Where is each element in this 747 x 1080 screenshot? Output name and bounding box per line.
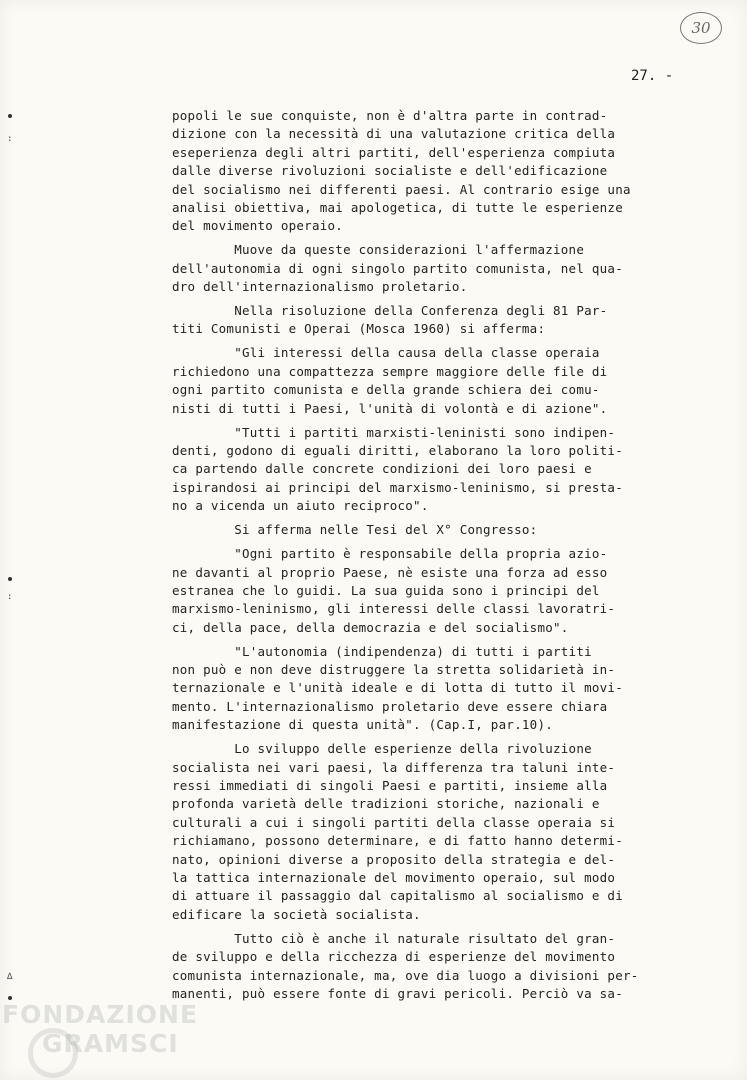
text-line: de sviluppo e della ricchezza di esperienze del movimento	[172, 949, 616, 965]
text-line: ispirandosi ai principi del marxismo-leninismo, si presta-	[172, 479, 623, 495]
text-line: eseperienza degli altri partiti, dell'esperienza compiuta	[172, 144, 616, 160]
paragraph	[172, 643, 700, 735]
text-line: di attuare il passaggio dal capitalismo al socialismo e di	[172, 888, 623, 904]
text-line: "Tutti i partiti marxisti-leninisti sono indipen-	[172, 424, 616, 440]
text-line: marxismo-leninismo, gli interessi delle classi lavoratri-	[172, 601, 616, 617]
paragraph	[172, 740, 700, 924]
text-line: titi Comunisti e Operai (Mosca 1960) si afferma:	[172, 321, 546, 337]
text-line: culturali a cui i singoli partiti della classe operaia si	[172, 814, 616, 830]
text-line: dell'autonomia di ogni singolo partito comunista, nel qua-	[172, 260, 623, 276]
text-line: "Ogni partito è responsabile della propria azio-	[172, 546, 608, 562]
text-line: del socialismo nei differenti paesi. Al contrario esige una	[172, 181, 631, 197]
punch-hole-mark	[8, 577, 12, 581]
text-line: dalle diverse rivoluzioni socialiste e dell'edificazione	[172, 163, 608, 179]
text-line: manifestazione di questa unità". (Cap.I, par.10).	[172, 717, 554, 733]
text-line: analisi obiettiva, mai apologetica, di tutte le esperienze	[172, 199, 623, 215]
text-line: Nella risoluzione della Conferenza degli 81 Par-	[172, 303, 608, 319]
text-line: richiamano, possono determinare, e di fatto hanno determi-	[172, 833, 623, 849]
text-line: ca partendo dalle concrete condizioni dei loro paesi e	[172, 461, 592, 477]
text-line: ne davanti al proprio Paese, nè esiste una forza ad esso	[172, 564, 608, 580]
text-line: la tattica internazionale del movimento operaio, sul modo	[172, 869, 616, 885]
paragraph	[172, 344, 700, 418]
document-body	[172, 107, 700, 1003]
text-line: socialista nei vari paesi, la differenza tra taluni inte-	[172, 759, 616, 775]
text-line: nato, opinioni diverse a proposito della strategia e del-	[172, 851, 616, 867]
text-line: Tutto ciò è anche il naturale risultato del gran-	[172, 930, 616, 946]
text-line: "Gli interessi della causa della classe operaia	[172, 345, 600, 361]
text-line: manenti, può essere fonte di gravi pericoli. Perciò va sa-	[172, 985, 623, 1001]
text-line: dro dell'internazionalismo proletario.	[172, 279, 468, 295]
archive-stamp: 30	[680, 12, 722, 44]
page-number: 27. -	[631, 68, 674, 84]
text-line: ci, della pace, della democrazia e del socialismo".	[172, 619, 569, 635]
paragraph	[172, 545, 700, 637]
margin-mark: :	[7, 592, 13, 602]
text-line: mento. L'internazionalismo proletario deve essere chiara	[172, 698, 608, 714]
punch-hole-mark	[8, 114, 12, 118]
text-line: nisti di tutti i Paesi, l'unità di volontà e di azione".	[172, 400, 608, 416]
paragraph	[172, 521, 700, 539]
text-line: edificare la società socialista.	[172, 906, 421, 922]
margin-mark: :	[7, 134, 13, 144]
text-line: estranea che lo guidi. La sua guida sono i principi del	[172, 582, 600, 598]
text-line: ternazionale e l'unità ideale e di lotta di tutto il movi-	[172, 680, 623, 696]
fondazione-gramsci-watermark: FONDAZIONE GRAMSCI	[2, 1000, 202, 1058]
paragraph	[172, 241, 700, 296]
text-line: del movimento operaio.	[172, 218, 344, 234]
paragraph	[172, 107, 700, 236]
paragraph	[172, 302, 700, 339]
paragraph	[172, 424, 700, 516]
text-line: no a vicenda un aiuto reciproco".	[172, 498, 429, 514]
paragraph	[172, 930, 700, 1004]
text-line: comunista internazionale, ma, ove dia luogo a divisioni per-	[172, 967, 639, 983]
text-line: profonda varietà delle tradizioni storiche, nazionali e	[172, 796, 600, 812]
text-line: Si afferma nelle Tesi del X° Congresso:	[172, 522, 538, 538]
text-line: non può e non deve distruggere la stretta solidarietà in-	[172, 662, 616, 678]
text-line: popoli le sue conquiste, non è d'altra parte in contrad-	[172, 108, 608, 123]
text-line: Lo sviluppo delle esperienze della rivoluzione	[172, 741, 592, 757]
text-line: ogni partito comunista e della grande schiera dei comu-	[172, 382, 600, 398]
text-line: richiedono una compattezza sempre maggiore delle file di	[172, 363, 608, 379]
text-line: denti, godono di eguali diritti, elaborano la loro politi-	[172, 443, 623, 459]
text-line: Muove da queste considerazioni l'affermazione	[172, 242, 585, 258]
text-line: "L'autonomia (indipendenza) di tutti i partiti	[172, 643, 592, 659]
margin-mark: ∆	[7, 972, 13, 982]
text-line: ressi immediati di singoli Paesi e partiti, insieme alla	[172, 778, 608, 794]
text-line: dizione con la necessità di una valutazione critica della	[172, 126, 616, 142]
